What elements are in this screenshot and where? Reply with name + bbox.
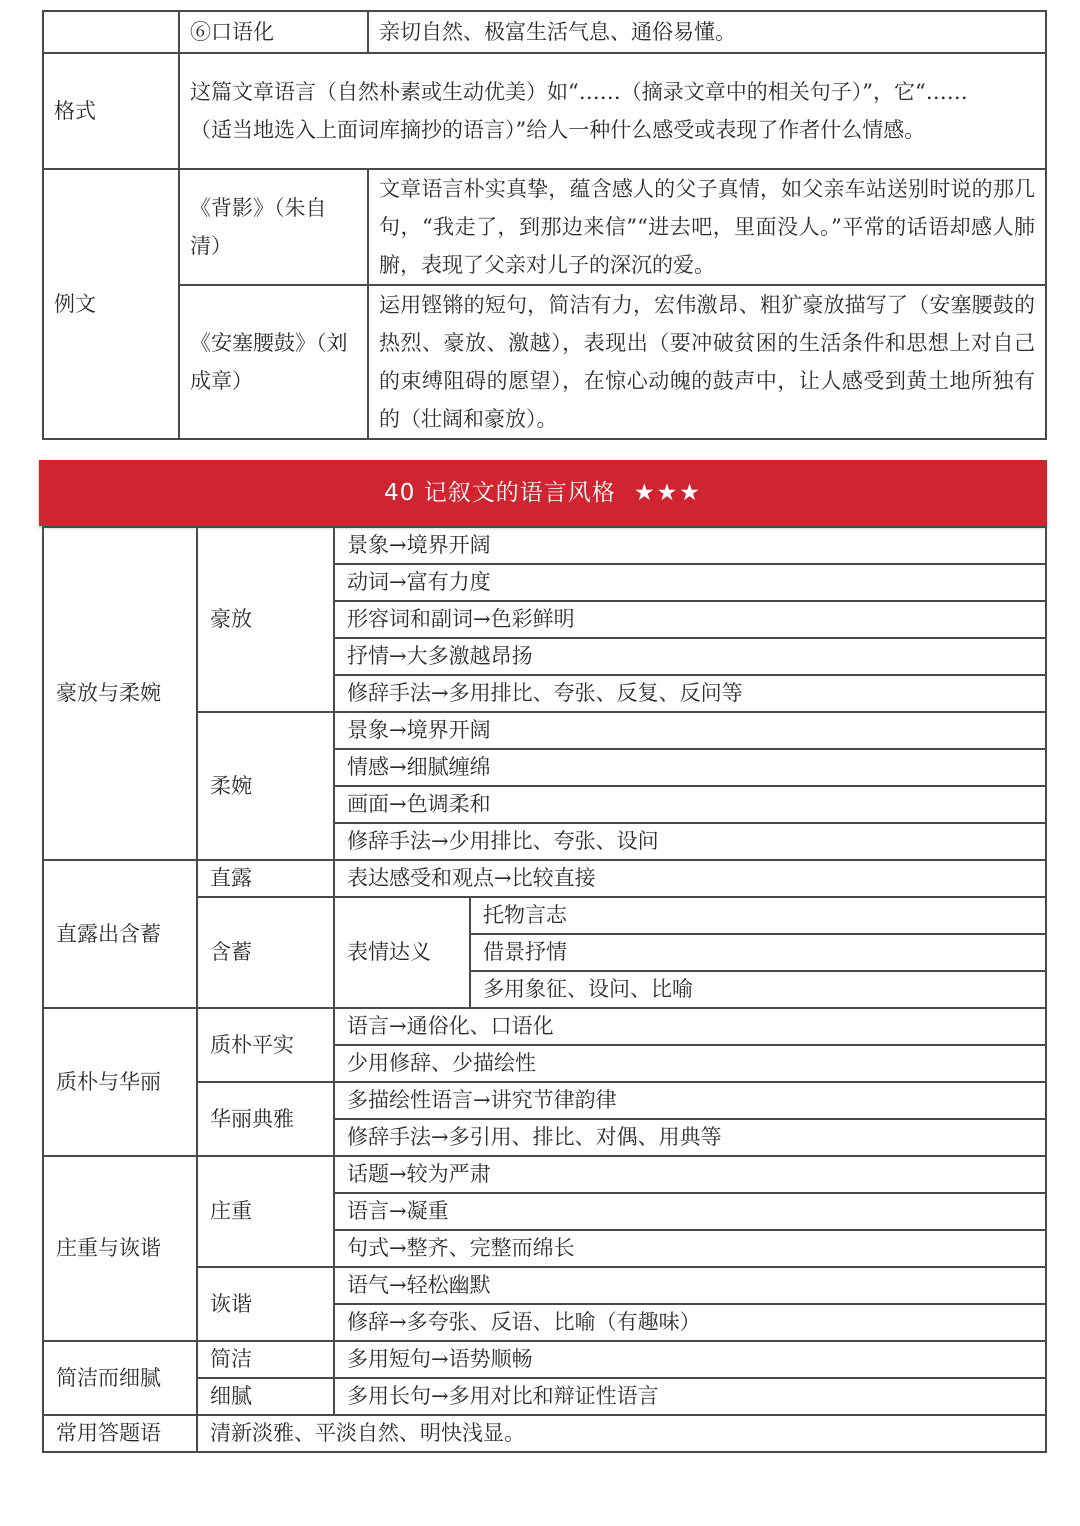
format-text — [179, 53, 1046, 169]
style-point: 景象→境界开阔 — [334, 712, 1046, 749]
style-point: 形容词和副词→色彩鲜明 — [334, 601, 1046, 638]
style-point: 修辞手法→多引用、排比、对偶、用典等 — [334, 1119, 1046, 1156]
group-label: 质朴与华丽 — [43, 1008, 197, 1156]
style-point: 借景抒情 — [470, 934, 1046, 971]
subgroup-label: 豪放 — [197, 527, 334, 712]
style-point: 句式→整齐、完整而绵长 — [334, 1230, 1046, 1267]
subgroup-label: 庄重 — [197, 1156, 334, 1267]
answer-phrases: 清新淡雅、平淡自然、明快浅显。 — [197, 1415, 1046, 1452]
example-label: 例文 — [43, 169, 179, 439]
style-point: 话题→较为严肃 — [334, 1156, 1046, 1193]
reading-method-table — [42, 10, 1047, 440]
style-point: 语言→凝重 — [334, 1193, 1046, 1230]
group-label: 直露出含蓄 — [43, 860, 197, 1008]
style-point: 语气→轻松幽默 — [334, 1267, 1046, 1304]
group-label: 常用答题语 — [43, 1415, 197, 1452]
example-text: 运用铿锵的短句，简洁有力，宏伟激昂、粗犷豪放描写了（安塞腰鼓的热烈、豪放、激越），表现出（要冲破贫困的生活条件和思想上对自己的束缚阻碍的愿望），在惊心动魄的鼓声中，让人感受到黄土地所独有的（壮阔和豪放）。 — [368, 285, 1046, 439]
style-point: 多用长句→多用对比和辩证性语言 — [334, 1378, 1046, 1415]
style-point: 语言→通俗化、口语化 — [334, 1008, 1046, 1045]
group-label: 庄重与诙谐 — [43, 1156, 197, 1341]
format-line-2: （适当地选入上面词库摘抄的语言）”给人一种什么感受或表现了作者什么情感。 — [190, 118, 926, 142]
subgroup-label: 细腻 — [197, 1378, 334, 1415]
style-item: ⑥口语化 — [179, 11, 368, 53]
example-title: 《安塞腰鼓》（刘成章） — [179, 285, 368, 439]
subgroup-label: 直露 — [197, 860, 334, 897]
format-line-1: 这篇文章语言（自然朴素或生动优美）如“……（摘录文章中的相关句子）”，它“…… — [190, 80, 968, 104]
style-point: 修辞→多夸张、反语、比喻（有趣味） — [334, 1304, 1046, 1341]
style-point: 多用象征、设问、比喻 — [470, 971, 1046, 1008]
subgroup-label: 质朴平实 — [197, 1008, 334, 1082]
style-point: 情感→细腻缠绵 — [334, 749, 1046, 786]
example-text: 文章语言朴实真挚，蕴含感人的父子真情，如父亲车站送别时说的那几句，“我走了，到那边来信”“进去吧，里面没人。”平常的话语却感人肺腑，表现了父亲对儿子的深沉的爱。 — [368, 169, 1046, 285]
format-label: 格式 — [43, 53, 179, 169]
subgroup-label: 柔婉 — [197, 712, 334, 860]
section-title: 记叙文的语言风格 — [423, 480, 616, 506]
subgroup-label: 华丽典雅 — [197, 1082, 334, 1156]
style-point: 抒情→大多激越昂扬 — [334, 638, 1046, 675]
style-point: 动词→富有力度 — [334, 564, 1046, 601]
style-point: 多用短句→语势顺畅 — [334, 1341, 1046, 1378]
style-point: 画面→色调柔和 — [334, 786, 1046, 823]
section-banner — [39, 460, 1047, 526]
subgroup-label: 含蓄 — [197, 897, 334, 1008]
group-label: 豪放与柔婉 — [43, 527, 197, 860]
style-point: 多描绘性语言→讲究节律韵律 — [334, 1082, 1046, 1119]
style-point: 少用修辞、少描绘性 — [334, 1045, 1046, 1082]
style-point: 表达感受和观点→比较直接 — [334, 860, 1046, 897]
subgroup-label: 诙谐 — [197, 1267, 334, 1341]
star-rating-icon: ★★★ — [634, 480, 702, 506]
section-number: 40 — [384, 480, 416, 506]
style-point: 修辞手法→少用排比、夸张、设问 — [334, 823, 1046, 860]
language-style-table — [42, 526, 1047, 1453]
empty-cell — [43, 11, 179, 53]
style-point: 托物言志 — [470, 897, 1046, 934]
method-label: 表情达义 — [334, 897, 470, 1008]
style-point: 修辞手法→多用排比、夸张、反复、反问等 — [334, 675, 1046, 712]
example-title: 《背影》（朱自清） — [179, 169, 368, 285]
subgroup-label: 简洁 — [197, 1341, 334, 1378]
group-label: 简洁而细腻 — [43, 1341, 197, 1415]
style-point: 景象→境界开阔 — [334, 527, 1046, 564]
style-description: 亲切自然、极富生活气息、通俗易懂。 — [368, 11, 1046, 53]
